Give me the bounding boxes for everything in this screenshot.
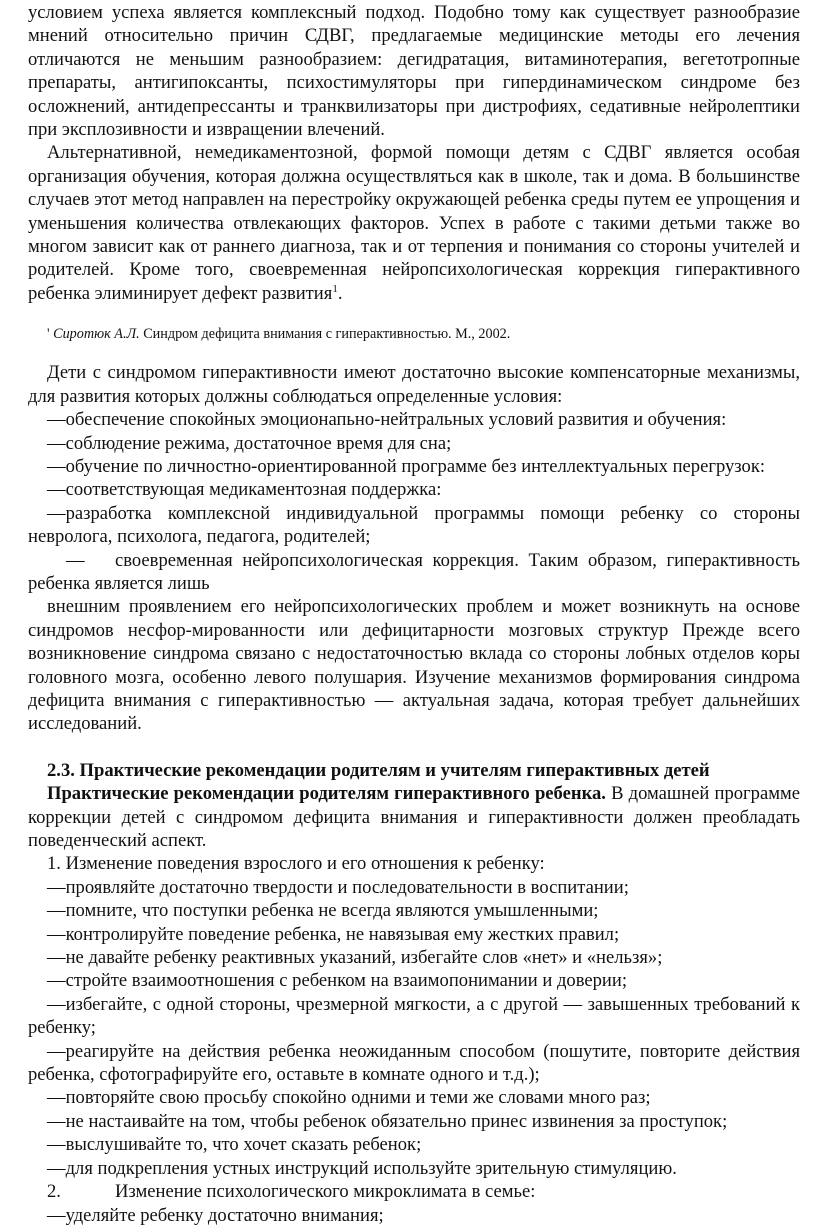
condition-item: —обучение по личностно-ориентированной программе без интеллектуальных перегрузок: xyxy=(47,455,766,477)
recommendation-item: —контролируйте поведение ребенка, не навязывая ему жестких правил; xyxy=(47,923,620,945)
paragraph-end-period: . xyxy=(337,282,343,304)
footnote-mark: ' xyxy=(47,326,54,343)
paragraph-compensatory-mechanisms: Дети с синдромом гиперактивности имеют достаточно высокие компенсаторные механизмы, для развития которых должны соблюдаться определенные условия: xyxy=(28,362,800,407)
condition-dash: — xyxy=(66,549,85,571)
condition-item: —соответствующая медикаментозная поддержка: xyxy=(47,479,442,501)
condition-item: —обеспечение спокойных эмоционапьно-нейтральных условий развития и обучения: xyxy=(47,409,727,431)
recommendation-item: —помните, что поступки ребенка не всегда являются умышленными; xyxy=(47,900,599,922)
parent-recommendations-text: В домашней программе коррекции детей с синдромом дефицита внимания и гиперактивности должен преобладать поведенческий аспект. xyxy=(28,783,801,851)
condition-text: своевременная нейропсихологическая коррекция. Таким образом, гиперактивность ребенка является лишь xyxy=(28,549,800,594)
section-heading: 2.3. Практические рекомендации родителям и учителям гиперактивных детей xyxy=(47,759,710,781)
paragraph-neuropsychological-problems: внешним проявлением его нейропсихологических проблем и может возникнуть на основе синдромов несфор-мированности или дефицитарности мозговых структур Прежде всего возникновение синдрома связано с недостаточностью вклада со стороны лобных отделов коры головного мозга, особенно левого полушария. Изучение механизмов формирования синдрома дефицита внимания с гиперактивностью — актуальная задача, которая требует дальнейших исследований. xyxy=(28,596,800,735)
footnote xyxy=(28,325,800,343)
paragraph-parent-recommendations xyxy=(28,782,800,852)
numbered-item-2-text: Изменение психологического микроклимата в семье: xyxy=(115,1181,536,1203)
condition-item: —разработка комплексной индивидуальной программы помощи ребенку со стороны невролога, психолога, педагога, родителей; xyxy=(28,502,800,548)
paragraph-alternative-help xyxy=(28,141,800,305)
paragraph-treatment-methods: условием успеха является комплексный подход. Подобно тому как существует разнообразие мнений относительно причин СДВГ, предлагаемые медицинские методы его лечения отличаются не меньшим разнообразием: дегидратация, витаминотерапия, вегетотропные препараты, антигипоксанты, психостимуляторы при гипердинамическом синдроме без осложнений, антидепрессанты и транквилизаторы при дистрофиях, седативные нейролептики при эксплозивности и извращении влечений. xyxy=(28,2,800,141)
recommendation-item: —уделяйте ребенку достаточно внимания; xyxy=(47,1204,384,1226)
numbered-item-2 xyxy=(28,1180,800,1203)
recommendation-item: —повторяйте свою просьбу спокойно одними и теми же словами много раз; xyxy=(47,1087,651,1109)
paragraph-alternative-help-text: Альтернативной, немедикаментозной, формой помощи детям с СДВГ является особая организация обучения, которая должна осуществляться как в школе, так и дома. В большинстве случаев этот метод направлен на перестройку окружающей ребенка среды путем ее упрощения и уменьшения количества отвлекающих факторов. Успех в работе с такими детьми также во многом зависит как от раннего диагноза, так и от терпения и понимания со стороны учителей и родителей. Кроме того, своевременная нейропсихологическая коррекция гиперактивного ребенка элиминирует дефект развития xyxy=(28,142,800,304)
recommendation-item: —не давайте ребенку реактивных указаний, избегайте слов «нет» и «нельзя»; xyxy=(47,947,663,969)
footnote-reference: 1 xyxy=(332,282,338,295)
recommendation-item: —выслушивайте то, что хочет сказать ребенок; xyxy=(47,1134,422,1156)
recommendation-item: —избегайте, с одной стороны, чрезмерной мягкости, а с другой — завышенных требований к ребенку; xyxy=(28,993,800,1039)
numbered-item-2-number: 2. xyxy=(47,1181,61,1203)
footnote-source: Синдром дефицита внимания с гиперактивностью. М., 2002. xyxy=(139,326,511,343)
recommendation-item: —не настаивайте на том, чтобы ребенок обязательно принес извинения за проступок; xyxy=(47,1110,728,1132)
recommendation-item: —реагируйте на действия ребенка неожиданным способом (пошутите, повторите действия ребенка, сфотографируйте его, оставьте в комнате одного и т.д.); xyxy=(28,1040,800,1086)
footnote-author: Сиротюк А.Л. xyxy=(53,326,140,343)
recommendation-item: —проявляйте достаточно твердости и последовательности в воспитании; xyxy=(47,876,629,898)
numbered-item-1: 1. Изменение поведения взрослого и его отношения к ребенку: xyxy=(47,853,545,875)
recommendation-item: —для подкрепления устных инструкций используйте зрительную стимуляцию. xyxy=(47,1157,677,1179)
parent-recommendations-title: Практические рекомендации родителям гиперактивного ребенка. xyxy=(47,783,606,805)
condition-item-last xyxy=(28,549,800,596)
condition-item: —соблюдение режима, достаточное время для сна; xyxy=(47,432,452,454)
recommendation-item: —стройте взаимоотношения с ребенком на взаимопонимании и доверии; xyxy=(47,970,628,992)
